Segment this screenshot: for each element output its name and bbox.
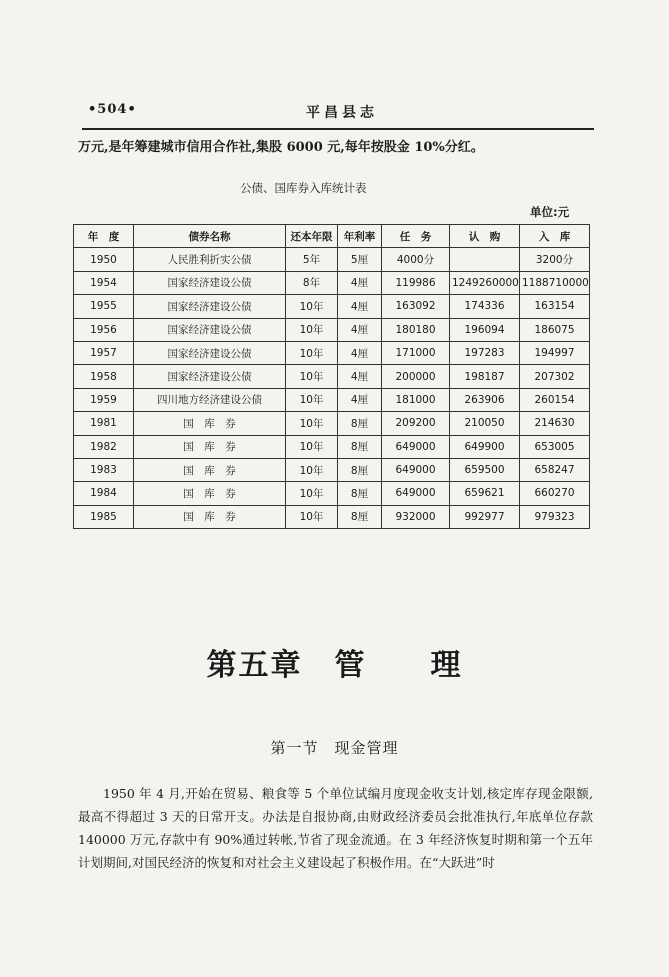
cell-term: 10年 <box>286 505 338 528</box>
cell-deposited: 3200分 <box>520 248 590 271</box>
chapter-title: 第五章 管 理 <box>206 648 463 683</box>
table-row <box>74 341 590 364</box>
cell-term: 10年 <box>286 482 338 505</box>
cell-bond-name: 国家经济建设公债 <box>134 271 286 294</box>
cell-year: 1984 <box>74 482 134 505</box>
cell-quota: 163092 <box>382 295 450 318</box>
table-row <box>74 271 590 294</box>
cell-term: 10年 <box>286 458 338 481</box>
table-row <box>74 295 590 318</box>
cell-year: 1982 <box>74 435 134 458</box>
body-paragraph <box>78 782 593 874</box>
cell-year: 1956 <box>74 318 134 341</box>
cell-rate: 4厘 <box>338 271 382 294</box>
cell-year: 1954 <box>74 271 134 294</box>
col-header-deposited: 入 库 <box>520 225 590 248</box>
cell-quota: 180180 <box>382 318 450 341</box>
cell-rate: 4厘 <box>338 341 382 364</box>
cell-term: 10年 <box>286 412 338 435</box>
table-unit: 单位:元 <box>530 205 570 219</box>
cell-subscribed: 659621 <box>450 482 520 505</box>
col-header-year: 年 度 <box>74 225 134 248</box>
cell-rate: 8厘 <box>338 412 382 435</box>
cell-year: 1950 <box>74 248 134 271</box>
cell-bond-name: 国 库 券 <box>134 505 286 528</box>
cell-rate: 8厘 <box>338 505 382 528</box>
cell-rate: 8厘 <box>338 482 382 505</box>
cell-term: 10年 <box>286 295 338 318</box>
cell-subscribed: 197283 <box>450 341 520 364</box>
cell-deposited: 660270 <box>520 482 590 505</box>
table-row <box>74 365 590 388</box>
table-row <box>74 482 590 505</box>
cell-term: 8年 <box>286 271 338 294</box>
continuation-text: 万元,是年筹建城市信用合作社,集股 6000 元,每年按股金 10%分红。 <box>78 140 484 155</box>
cell-year: 1983 <box>74 458 134 481</box>
section-title: 第一节 现金管理 <box>270 739 399 757</box>
cell-subscribed: 263906 <box>450 388 520 411</box>
cell-bond-name: 国家经济建设公债 <box>134 295 286 318</box>
cell-quota: 200000 <box>382 365 450 388</box>
cell-bond-name: 国家经济建设公债 <box>134 341 286 364</box>
cell-term: 10年 <box>286 341 338 364</box>
cell-bond-name: 国家经济建设公债 <box>134 365 286 388</box>
cell-year: 1981 <box>74 412 134 435</box>
cell-bond-name: 国 库 券 <box>134 482 286 505</box>
cell-deposited: 207302 <box>520 365 590 388</box>
cell-subscribed: 1249260000 <box>450 271 520 294</box>
col-header-term: 还本年限 <box>286 225 338 248</box>
cell-quota: 4000分 <box>382 248 450 271</box>
table-row <box>74 435 590 458</box>
col-header-subscribed: 认 购 <box>450 225 520 248</box>
cell-quota: 119986 <box>382 271 450 294</box>
cell-subscribed: 198187 <box>450 365 520 388</box>
cell-quota: 649000 <box>382 435 450 458</box>
cell-term: 10年 <box>286 365 338 388</box>
table-row <box>74 458 590 481</box>
cell-term: 10年 <box>286 435 338 458</box>
table-row <box>74 388 590 411</box>
header-rule <box>82 128 594 130</box>
bond-statistics-table <box>73 224 590 529</box>
cell-quota: 209200 <box>382 412 450 435</box>
col-header-rate: 年利率 <box>338 225 382 248</box>
cell-term: 10年 <box>286 318 338 341</box>
cell-deposited: 979323 <box>520 505 590 528</box>
cell-year: 1955 <box>74 295 134 318</box>
cell-deposited: 658247 <box>520 458 590 481</box>
cell-year: 1957 <box>74 341 134 364</box>
cell-quota: 181000 <box>382 388 450 411</box>
cell-quota: 649000 <box>382 482 450 505</box>
cell-deposited: 163154 <box>520 295 590 318</box>
cell-rate: 4厘 <box>338 295 382 318</box>
col-header-bond-name: 债券名称 <box>134 225 286 248</box>
page-number: •504• <box>88 102 137 117</box>
cell-deposited: 260154 <box>520 388 590 411</box>
cell-rate: 8厘 <box>338 435 382 458</box>
running-header-title: 平昌县志 <box>306 105 378 121</box>
cell-deposited: 653005 <box>520 435 590 458</box>
cell-subscribed <box>450 248 520 271</box>
table-row <box>74 248 590 271</box>
cell-subscribed: 992977 <box>450 505 520 528</box>
table-header-row <box>74 225 590 248</box>
cell-rate: 5厘 <box>338 248 382 271</box>
cell-quota: 932000 <box>382 505 450 528</box>
cell-deposited: 1188710000 <box>520 271 590 294</box>
table-row <box>74 412 590 435</box>
cell-subscribed: 196094 <box>450 318 520 341</box>
cell-deposited: 214630 <box>520 412 590 435</box>
cell-subscribed: 659500 <box>450 458 520 481</box>
col-header-quota: 任 务 <box>382 225 450 248</box>
table-row <box>74 505 590 528</box>
cell-subscribed: 210050 <box>450 412 520 435</box>
cell-bond-name: 国 库 券 <box>134 412 286 435</box>
table-row <box>74 318 590 341</box>
cell-subscribed: 174336 <box>450 295 520 318</box>
cell-quota: 171000 <box>382 341 450 364</box>
cell-rate: 8厘 <box>338 458 382 481</box>
cell-deposited: 186075 <box>520 318 590 341</box>
cell-term: 10年 <box>286 388 338 411</box>
table-title: 公债、国库券入库统计表 <box>240 181 367 195</box>
cell-rate: 4厘 <box>338 318 382 341</box>
cell-bond-name: 国家经济建设公债 <box>134 318 286 341</box>
cell-term: 5年 <box>286 248 338 271</box>
cell-year: 1958 <box>74 365 134 388</box>
cell-bond-name: 国 库 券 <box>134 435 286 458</box>
cell-rate: 4厘 <box>338 365 382 388</box>
cell-subscribed: 649900 <box>450 435 520 458</box>
cell-rate: 4厘 <box>338 388 382 411</box>
cell-bond-name: 国 库 券 <box>134 458 286 481</box>
paragraph-text: 1950 年 4 月,开始在贸易、粮食等 5 个单位试编月度现金收支计划,核定库存现金限额,最高不得超过 3 天的日常开支。办法是自报协商,由财政经济委员会批准执行,年底单位存款 140000 万元,存款中有 90%通过转帐,节省了现金流通。在 3 年经济恢复时期和第一个五年计划期间,对国民经济的恢复和对社会主义建设起了积极作用。在“大跃进”时 <box>78 786 593 870</box>
cell-deposited: 194997 <box>520 341 590 364</box>
cell-bond-name: 四川地方经济建设公债 <box>134 388 286 411</box>
cell-quota: 649000 <box>382 458 450 481</box>
cell-year: 1985 <box>74 505 134 528</box>
cell-bond-name: 人民胜利折实公债 <box>134 248 286 271</box>
cell-year: 1959 <box>74 388 134 411</box>
